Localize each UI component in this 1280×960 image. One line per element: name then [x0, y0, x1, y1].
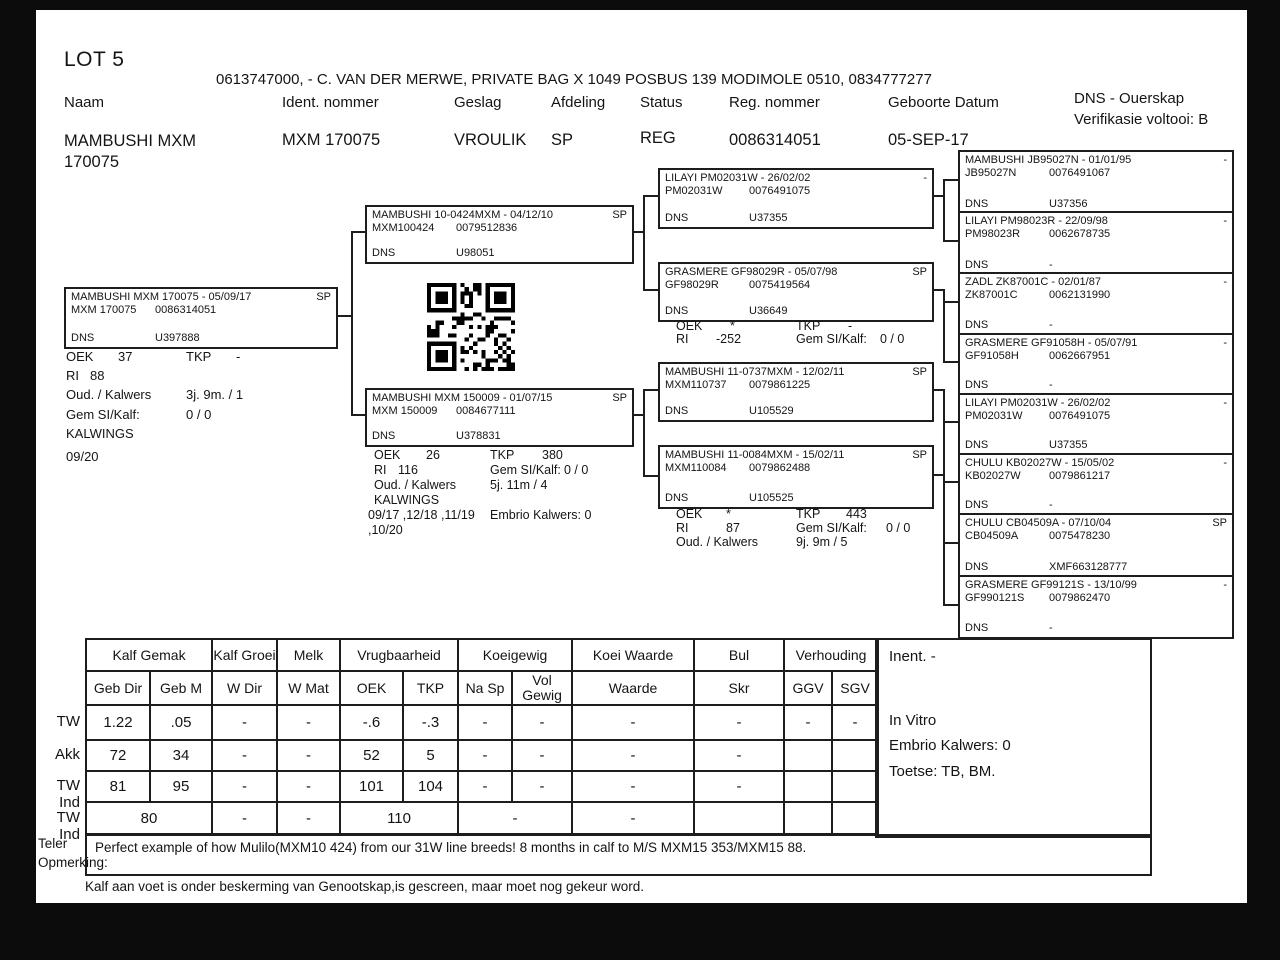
- catalog-page: [36, 10, 1247, 903]
- animal-reg: 0076491075: [1049, 410, 1111, 422]
- animal-id: MXM 150009: [372, 405, 438, 417]
- qr-code: [425, 283, 517, 371]
- group-header: Vrugbaarheid: [340, 639, 458, 671]
- dns-value: -: [1049, 319, 1053, 331]
- dns-label: DNS: [965, 259, 989, 271]
- pedigree-box-dd: [658, 445, 934, 509]
- dns-value: U105525: [749, 492, 794, 504]
- cell: 110: [340, 802, 458, 834]
- cell: -: [512, 740, 572, 771]
- breeder-contact-line: 0613747000, - C. VAN DER MERWE, PRIVATE BAG X 1049 POSBUS 139 MODIMOLE 0510, 0834777277: [216, 71, 932, 88]
- stat-label: Oud. / Kalwers: [374, 478, 456, 492]
- animal-id: PM02031W: [665, 185, 723, 197]
- cell: -: [212, 740, 277, 771]
- stat-value: 116: [398, 463, 418, 477]
- dns-ouerskap-label: DNS - Ouerskap: [1074, 90, 1185, 107]
- stat-label: KALWINGS: [66, 426, 134, 441]
- cell: -: [784, 705, 832, 740]
- animal-id: MXM100424: [372, 222, 435, 234]
- table-group-header-row: [86, 639, 878, 671]
- animal-reg: 0062667951: [1049, 350, 1111, 362]
- field-label-geslag: Geslag: [454, 94, 502, 111]
- field-label-status: Status: [640, 94, 683, 111]
- cell: -.3: [403, 705, 458, 740]
- stat-label: RI: [676, 521, 689, 535]
- cell: [832, 740, 878, 771]
- connector-line: [643, 195, 658, 197]
- pedigree-box-gen4-6: [958, 453, 1234, 516]
- animal-reg: 0079862488: [749, 462, 811, 474]
- stat-line: [66, 449, 366, 464]
- cell: [784, 740, 832, 771]
- pedigree-box-gen4-8: [958, 575, 1234, 639]
- group-header: Bul: [694, 639, 784, 671]
- connector-line: [943, 179, 945, 242]
- cell: [784, 802, 832, 834]
- lot-title: LOT 5: [64, 48, 125, 71]
- animal-reg: 0076491075: [749, 185, 811, 197]
- pedigree-box-subject: [64, 287, 338, 349]
- animal-reg: 0079861225: [749, 379, 811, 391]
- animal-reg: 0086314051: [155, 304, 217, 316]
- section-flag: -: [1223, 154, 1227, 166]
- animal-reg: 0075478230: [1049, 530, 1111, 542]
- dns-label: DNS: [965, 439, 989, 451]
- dns-value: U378831: [456, 430, 501, 442]
- stat-label: Gem SI/Kalf:: [490, 463, 561, 477]
- stat-line: [368, 478, 668, 493]
- field-value-geboorte: 05-SEP-17: [888, 131, 969, 149]
- cell: 34: [150, 740, 212, 771]
- dns-label: DNS: [665, 492, 689, 504]
- cell: 1.22: [86, 705, 150, 740]
- animal-id: MXM 170075: [71, 304, 137, 316]
- stat-line: [66, 349, 366, 364]
- col-header: OEK: [340, 671, 403, 705]
- animal-reg: 0062131990: [1049, 289, 1111, 301]
- dns-value: U37355: [749, 212, 788, 224]
- table-row: [86, 771, 878, 802]
- connector-line: [351, 231, 365, 233]
- teler-label: Teler: [38, 836, 68, 851]
- animal-id: GF990121S: [965, 592, 1025, 604]
- stat-line: [368, 463, 668, 478]
- animal-title: ZADL ZK87001C - 02/01/87: [965, 276, 1101, 288]
- dns-verifikasie-label: Verifikasie voltooi: B: [1074, 111, 1209, 128]
- section-flag: -: [923, 172, 927, 184]
- col-header: TKP: [403, 671, 458, 705]
- cell: -: [212, 771, 277, 802]
- stat-label: Gem SI/Kalf:: [796, 521, 867, 535]
- embrio-label: Embrio Kalwers: 0: [889, 737, 1011, 754]
- connector-line: [943, 179, 958, 181]
- stat-value: 37: [118, 349, 133, 364]
- stat-label: Gem SI/Kalf:: [796, 332, 867, 346]
- cell: -: [572, 705, 694, 740]
- stat-value: 380: [542, 448, 563, 462]
- field-value-naam: MAMBUSHI MXM 170075: [64, 132, 196, 171]
- connector-line: [643, 289, 658, 291]
- cell: -: [572, 771, 694, 802]
- stat-value: -: [236, 349, 241, 364]
- cell: -: [458, 802, 572, 834]
- connector-line: [943, 481, 958, 483]
- group-header: Koei Waarde: [572, 639, 694, 671]
- dns-label: DNS: [965, 499, 989, 511]
- stat-label: RI: [676, 332, 689, 346]
- stat-value: 0 / 0: [186, 407, 212, 422]
- cell: -: [512, 705, 572, 740]
- pedigree-box-sd: [658, 262, 934, 322]
- stat-value: -252: [716, 332, 742, 346]
- stat-line: [368, 493, 668, 508]
- stat-line: [368, 448, 668, 463]
- col-header: Waarde: [572, 671, 694, 705]
- dns-value: U37356: [1049, 198, 1088, 210]
- section-flag: -: [1223, 276, 1227, 288]
- stat-value: 0 / 0: [564, 463, 589, 477]
- pedigree-box-gen4-3: [958, 272, 1234, 336]
- animal-id: JB95027N: [965, 167, 1017, 179]
- stat-value: 09/17 ,12/18 ,11/19: [368, 508, 475, 522]
- remarks-box: [85, 834, 1152, 876]
- animal-reg: 0075419564: [749, 279, 811, 291]
- col-header: W Dir: [212, 671, 277, 705]
- table-row: [86, 802, 878, 834]
- cell: 101: [340, 771, 403, 802]
- field-label-naam: Naam: [64, 94, 105, 111]
- col-header: SGV: [832, 671, 878, 705]
- cell: [694, 802, 784, 834]
- stat-line: [368, 508, 668, 523]
- stat-value: 88: [90, 368, 105, 383]
- stat-line: [668, 521, 968, 536]
- stat-line: [66, 387, 366, 402]
- cell: [832, 771, 878, 802]
- section-flag: -: [1223, 397, 1227, 409]
- cell: [832, 802, 878, 834]
- stat-value: 5j. 11m / 4: [490, 478, 548, 492]
- animal-title: GRASMERE GF99121S - 13/10/99: [965, 579, 1137, 591]
- row-label-twind2: TW Ind: [56, 809, 80, 843]
- animal-title: MAMBUSHI JB95027N - 01/01/95: [965, 154, 1132, 166]
- section-flag: SP: [912, 449, 927, 461]
- cell: -.6: [340, 705, 403, 740]
- group-header: Kalf Groei: [212, 639, 277, 671]
- stat-value: *: [726, 507, 731, 521]
- cell: -: [694, 771, 784, 802]
- footnote: Kalf aan voet is onder beskerming van Genootskap,is gescreen, maar moet nog gekeur word.: [85, 879, 645, 894]
- connector-line: [643, 389, 658, 391]
- dns-value: U397888: [155, 332, 200, 344]
- group-header: Melk: [277, 639, 340, 671]
- dns-label: DNS: [965, 379, 989, 391]
- cell: -: [458, 771, 512, 802]
- stat-label: RI: [374, 463, 387, 477]
- stat-label: OEK: [66, 349, 94, 364]
- stat-value: 26: [426, 448, 440, 462]
- row-label-akk: Akk: [54, 746, 80, 763]
- animal-reg: 0079512836: [456, 222, 518, 234]
- field-value-reg: 0086314051: [729, 131, 821, 149]
- stat-value: *: [730, 319, 735, 333]
- stat-label: TKP: [186, 349, 212, 364]
- pedigree-box-sire: [365, 205, 634, 264]
- animal-id: MXM110084: [665, 462, 727, 474]
- dns-value: U36649: [749, 305, 788, 317]
- dns-label: DNS: [965, 622, 989, 634]
- cell: -: [572, 802, 694, 834]
- invitro-label: In Vitro: [889, 712, 937, 729]
- section-flag: SP: [316, 291, 331, 303]
- cell: -: [512, 771, 572, 802]
- dns-value: -: [1049, 622, 1053, 634]
- stat-value: -: [848, 319, 853, 333]
- animal-title: MAMBUSHI MXM 170075 - 05/09/17: [71, 291, 252, 303]
- stat-value: 0 / 0: [880, 332, 905, 346]
- dns-label: DNS: [965, 198, 989, 210]
- field-value-geslag: VROULIK: [454, 131, 527, 149]
- animal-id: PM02031W: [965, 410, 1023, 422]
- dns-value: -: [1049, 259, 1053, 271]
- connector-line: [943, 240, 958, 242]
- cell: 80: [86, 802, 212, 834]
- table-row: [86, 740, 878, 771]
- stat-label: TKP: [796, 507, 821, 521]
- animal-id: GF98029R: [665, 279, 719, 291]
- connector-line: [943, 301, 958, 303]
- toetse-label: Toetse: TB, BM.: [889, 763, 996, 780]
- stat-value: 0 / 0: [886, 521, 911, 535]
- stat-label: Oud. / Kalwers: [676, 535, 758, 549]
- animal-id: ZK87001C: [965, 289, 1018, 301]
- connector-line: [943, 361, 958, 363]
- col-header: W Mat: [277, 671, 340, 705]
- animal-title: GRASMERE GF98029R - 05/07/98: [665, 266, 838, 278]
- stat-label: RI: [66, 368, 79, 383]
- stat-value: 3j. 9m. / 1: [186, 387, 244, 402]
- animal-title: LILAYI PM02031W - 26/02/02: [965, 397, 1111, 409]
- group-header: Koeigewig: [458, 639, 572, 671]
- remarks-comment: Perfect example of how Mulilo(MXM10 424) from our 31W line breeds! 8 months in calf to M/S MXM15 353/MXM15 88.: [95, 840, 807, 855]
- connector-line: [943, 604, 958, 606]
- pedigree-box-gen4-4: [958, 333, 1234, 396]
- animal-title: MAMBUSHI 11-0084MXM - 15/02/11: [665, 449, 845, 461]
- cell: .05: [150, 705, 212, 740]
- cell: -: [212, 705, 277, 740]
- section-flag: -: [1223, 579, 1227, 591]
- cell: -: [832, 705, 878, 740]
- stat-value: 9j. 9m / 5: [796, 535, 848, 549]
- animal-title: MAMBUSHI 10-0424MXM - 04/12/10: [372, 209, 553, 221]
- table-row: [86, 705, 878, 740]
- row-label-twind1: TW Ind: [56, 777, 80, 811]
- cell: 104: [403, 771, 458, 802]
- col-header: Skr: [694, 671, 784, 705]
- animal-id: PM98023R: [965, 228, 1021, 240]
- pedigree-box-dam: [365, 388, 634, 447]
- dns-value: U37355: [1049, 439, 1088, 451]
- stat-label: Oud. / Kalwers: [66, 387, 152, 402]
- dns-value: U105529: [749, 405, 794, 417]
- stat-line: [668, 535, 968, 550]
- stat-label: TKP: [796, 319, 821, 333]
- cell: 72: [86, 740, 150, 771]
- section-flag: SP: [912, 366, 927, 378]
- stat-line: [668, 507, 968, 522]
- dns-label: DNS: [665, 305, 689, 317]
- pedigree-box-gen4-5: [958, 393, 1234, 456]
- cell: 95: [150, 771, 212, 802]
- stat-value: 443: [846, 507, 867, 521]
- animal-reg: 0079862470: [1049, 592, 1111, 604]
- connector-line: [943, 389, 945, 483]
- col-header: Geb Dir: [86, 671, 150, 705]
- section-flag: SP: [612, 392, 627, 404]
- section-flag: SP: [612, 209, 627, 221]
- stat-label: TKP: [490, 448, 515, 462]
- stat-line: [66, 407, 366, 422]
- cell: 52: [340, 740, 403, 771]
- cell: -: [694, 740, 784, 771]
- animal-id: MXM110737: [665, 379, 727, 391]
- inent-label: Inent. -: [889, 648, 936, 665]
- animal-reg: 0076491067: [1049, 167, 1111, 179]
- group-header: Verhouding: [784, 639, 878, 671]
- dns-value: XMF663128777: [1049, 561, 1128, 573]
- cell: -: [694, 705, 784, 740]
- ebv-table: [85, 638, 879, 835]
- dns-label: DNS: [965, 319, 989, 331]
- pedigree-box-ss: [658, 168, 934, 229]
- stat-value: 09/20: [66, 449, 99, 464]
- animal-reg: 0079861217: [1049, 470, 1111, 482]
- col-header: GGV: [784, 671, 832, 705]
- connector-line: [943, 421, 958, 423]
- dns-label: DNS: [71, 332, 95, 344]
- field-label-ident: Ident. nommer: [282, 94, 379, 111]
- animal-title: CHULU KB02027W - 15/05/02: [965, 457, 1115, 469]
- cell: -: [458, 705, 512, 740]
- field-value-ident: MXM 170075: [282, 131, 381, 149]
- stat-value: Embrio Kalwers: 0: [490, 508, 592, 522]
- cell: -: [277, 802, 340, 834]
- cell: -: [212, 802, 277, 834]
- cell: 81: [86, 771, 150, 802]
- col-header: Geb M: [150, 671, 212, 705]
- field-label-reg: Reg. nommer: [729, 94, 820, 111]
- animal-reg: 0084677111: [456, 405, 516, 417]
- animal-reg: 0062678735: [1049, 228, 1111, 240]
- cell: [784, 771, 832, 802]
- stat-line: [368, 523, 668, 538]
- section-flag: -: [1223, 215, 1227, 227]
- animal-title: CHULU CB04509A - 07/10/04: [965, 517, 1112, 529]
- dns-label: DNS: [665, 212, 689, 224]
- animal-title: LILAYI PM02031W - 26/02/02: [665, 172, 811, 184]
- animal-title: LILAYI PM98023R - 22/09/98: [965, 215, 1108, 227]
- stat-label: OEK: [676, 319, 703, 333]
- stat-label: OEK: [374, 448, 401, 462]
- pedigree-box-gen4-7: [958, 513, 1234, 578]
- stat-label: OEK: [676, 507, 703, 521]
- group-header: Kalf Gemak: [86, 639, 212, 671]
- opmerking-label: Opmerking:: [38, 855, 108, 870]
- col-header: Na Sp: [458, 671, 512, 705]
- cell: -: [458, 740, 512, 771]
- stat-line: [66, 368, 366, 383]
- cell: -: [277, 771, 340, 802]
- animal-id: CB04509A: [965, 530, 1019, 542]
- cell: -: [572, 740, 694, 771]
- section-flag: -: [1223, 337, 1227, 349]
- cell: -: [277, 740, 340, 771]
- animal-title: MAMBUSHI MXM 150009 - 01/07/15: [372, 392, 553, 404]
- section-flag: -: [1223, 457, 1227, 469]
- col-header: Vol Gewig: [512, 671, 572, 705]
- field-label-afdeling: Afdeling: [551, 94, 606, 111]
- animal-title: GRASMERE GF91058H - 05/07/91: [965, 337, 1138, 349]
- table-sub-header-row: [86, 671, 878, 705]
- connector-line: [643, 195, 645, 291]
- stat-line: [66, 426, 366, 441]
- section-flag: SP: [1212, 517, 1227, 529]
- stat-label: KALWINGS: [374, 493, 440, 507]
- dns-label: DNS: [965, 561, 989, 573]
- pedigree-box-gen4-2: [958, 211, 1234, 276]
- dns-value: U98051: [456, 247, 495, 259]
- dns-label: DNS: [665, 405, 689, 417]
- stat-value: ,10/20: [368, 523, 403, 537]
- field-value-afdeling: SP: [551, 131, 574, 149]
- inent-panel: [875, 638, 1152, 838]
- section-flag: SP: [912, 266, 927, 278]
- animal-id: GF91058H: [965, 350, 1019, 362]
- row-label-tw: TW: [56, 713, 80, 730]
- stat-label: Gem SI/Kalf:: [66, 407, 140, 422]
- dns-value: -: [1049, 379, 1053, 391]
- pedigree-box-ds: [658, 362, 934, 422]
- stat-line: [668, 332, 968, 347]
- dns-label: DNS: [372, 247, 396, 259]
- cell: -: [277, 705, 340, 740]
- pedigree-box-gen4-1: [958, 150, 1234, 215]
- animal-title: MAMBUSHI 11-0737MXM - 12/02/11: [665, 366, 845, 378]
- dns-value: -: [1049, 499, 1053, 511]
- field-value-status: REG: [640, 129, 676, 147]
- field-label-geboorte: Geboorte Datum: [888, 94, 999, 111]
- stat-value: 87: [726, 521, 740, 535]
- animal-id: KB02027W: [965, 470, 1021, 482]
- cell: 5: [403, 740, 458, 771]
- dns-label: DNS: [372, 430, 396, 442]
